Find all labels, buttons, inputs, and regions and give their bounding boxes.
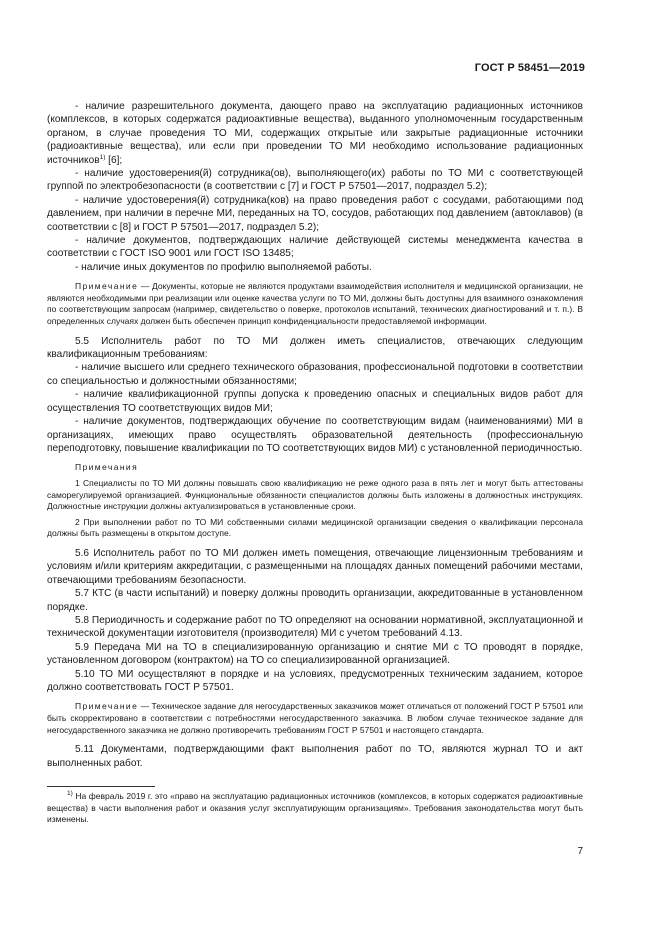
- footnote-divider: [47, 786, 155, 787]
- note-technical-task: [47, 701, 583, 736]
- note-text: — Документы, которые не являются продуктами взаимодействия исполнителя и медицинской организации, не являются необходимыми при реализации или оценке качества услуги по ТО МИ, должны быть доступны для взаимного ознакомления по соответствующим запросам (например, свидетельство о поверке, протоколов испытаний, технических диагностирований и т. п.). В определенных случаях должен быть обеспечен принцип конфиденциальности предоставляемой информации.: [47, 281, 583, 327]
- bullet-radiation-permit: [47, 100, 583, 167]
- note-item-1: 1 Специалисты по ТО МИ должны повышать свою квалификацию не реже одного раза в пять лет и могут быть аттестованы саморегулируемой организацией. Функциональные обязанности специалистов должны быть изложены в должностных инструкциях. Должностные инструкции должны актуализироваться в установленные сроки.: [47, 477, 583, 512]
- bullet-other-documents: - наличие иных документов по профилю выполняемой работы.: [75, 261, 372, 273]
- bullet-pressure-vessels: - наличие удостоверения(й) сотрудника(ков) на право проведения работ с сосудами, работающими под давлением, при наличии в перечне МИ, переданных на ТО, сосудов, работающих под давлением (автоклавов) (в соответствии с [8] и ГОСТ Р 57501—2017, подраздел 5.2);: [47, 194, 583, 233]
- section-5-5-bullet-training: - наличие документов, подтверждающих обучение по соответствующим видам (наименованиями) МИ в организациях, имеющих право осуществлять образовательной деятельность (профессиональную переподготовку, повышение квалификации по ТО соответствующих видов МИ) с установленной периодичностью.: [47, 416, 583, 454]
- page-number: 7: [577, 846, 583, 857]
- note-text: — Техническое задание для негосударственных заказчиков может отличаться от положений ГОСТ Р 57501 или быть скорректировано в соответствии с потребностями негосударственного заказчика. В любом случае техническое задание для негосударственного заказчика не должно противоречить требованиям ГОСТ Р 57501 и настоящего стандарта.: [47, 701, 583, 735]
- section-5-11: 5.11 Документами, подтверждающими факт выполнения работ по ТО, являются журнал ТО и акт выполненных работ.: [47, 744, 583, 769]
- footnote: [47, 791, 583, 826]
- section-5-5: 5.5 Исполнитель работ по ТО МИ должен иметь специалистов, отвечающих следующим квалификационным требованиям:: [47, 335, 583, 361]
- note-label: Примечание: [75, 281, 139, 292]
- bullet-text: - наличие разрешительного документа, дающего право на эксплуатацию радиационных источников (комплексов, в которых содержатся радиоактивные вещества), выданного уполномоченным государственным органом, в случае проведения ТО МИ, содержащих открытые или закрытые радиационные источники (радиоактивные вещества), или если при проведении ТО МИ необходимо использование радиационных источников: [47, 101, 583, 166]
- notes-heading: Примечания: [75, 462, 139, 473]
- bullet-text-tail: [6];: [105, 154, 123, 166]
- section-5-9: 5.9 Передача МИ на ТО в специализированную организацию и снятие МИ с ТО проводят в порядке, установленном договором (контрактом) на ТО со специализированной организацией.: [47, 641, 583, 667]
- footnote-ref: 1): [99, 153, 106, 161]
- note-documents: [47, 281, 583, 327]
- section-5-7: 5.7 КТС (в части испытаний) и поверку должны проводить организации, аккредитованные в установленном порядке.: [47, 588, 583, 613]
- bullet-electrical-safety: - наличие удостоверения(й) сотрудника(ов), выполняющего(их) работы по ТО МИ с соответствующей группой по электробезопасности (в соответствии с [7] и ГОСТ Р 57501—2017, подраздел 5.2);: [47, 168, 583, 193]
- section-5-5-bullet-education: - наличие высшего или среднего технического образования, профессиональной подготовки в соответствии со специальностью и должностными обязанностями;: [47, 362, 583, 387]
- footnote-text: На февраль 2019 г. это «право на эксплуатацию радиационных источников (комплексов, в которых содержатся радиоактивные вещества) в части выполнения работ и оказания услуг эксплуатирующим организациям». Требования законодательства могут быть изменены.: [47, 790, 583, 825]
- note-label: Примечание: [75, 701, 139, 712]
- section-5-10: 5.10 ТО МИ осуществляют в порядке и на условиях, предусмотренных техническим заданием, которое должно соответствовать ГОСТ Р 57501.: [47, 668, 583, 693]
- section-5-6: 5.6 Исполнитель работ по ТО МИ должен иметь помещения, отвечающие лицензионным требованиям и условиям и/или критериям аккредитации, с размещенными на площадях данных помещений рабочими местами, отвечающими требованиям безопасности.: [47, 547, 583, 586]
- bullet-quality-management: - наличие документов, подтверждающих наличие действующей системы менеджмента качества в соответствии с ГОСТ ISO 9001 или ГОСТ ISO 13485;: [47, 235, 583, 260]
- document-code-header: ГОСТ Р 58451—2019: [474, 62, 585, 74]
- section-5-8: 5.8 Периодичность и содержание работ по ТО определяют на основании нормативной, эксплуатационной и технической документации изготовителя (производителя) МИ с учетом требований 4.13.: [47, 614, 583, 640]
- note-item-2: 2 При выполнении работ по ТО МИ собственными силами медицинской организации сведения о квалификации персонала должны быть размещены в открытом доступе.: [47, 516, 583, 539]
- section-5-5-bullet-qualification: - наличие квалификационной группы допуска к проведению опасных и специальных видов работ для осуществления ТО соответствующих видов МИ;: [47, 389, 583, 414]
- page-content: [47, 100, 583, 826]
- footnote-mark: 1): [67, 789, 73, 797]
